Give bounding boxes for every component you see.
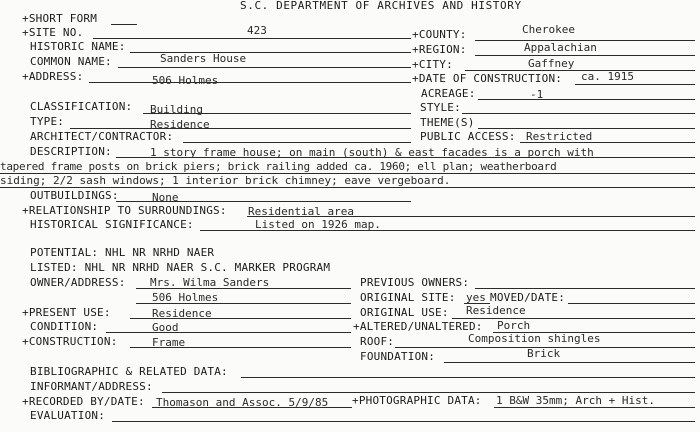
outbuildings-label: OUTBUILDINGS: [30,189,119,202]
photographic-value: 1 B&W 35mm; Arch + Hist. [496,394,655,407]
listed-row: LISTED: NHL NR NRHD NAER S.C. MARKER PROGRAM [30,261,331,274]
foundation-line [444,362,695,363]
moved-date-line [568,303,695,304]
city-line [465,70,695,71]
bibliographic-label: BIBLIOGRAPHIC & RELATED DATA: [30,365,228,378]
roof-value: Composition shingles [468,332,601,345]
original-use-value: Residence [466,304,526,317]
site-no-value: 423 [247,24,267,37]
construction-label: +CONSTRUCTION: [22,335,118,348]
short-form-line [111,24,137,25]
altered-label: +ALTERED/UNALTERED: [353,320,483,333]
address-value: 506 Holmes [152,74,219,87]
date-construction-line [575,84,695,85]
date-construction-label: +DATE OF CONSTRUCTION: [412,72,563,85]
site-no-label: +SITE NO. [22,26,84,39]
region-value: Appalachian [524,41,597,54]
form-header: S.C. DEPARTMENT OF ARCHIVES AND HISTORY [240,0,522,12]
site-no-line [93,38,411,39]
classification-label: CLASSIFICATION: [30,100,133,113]
public-access-value: Restricted [526,130,593,143]
historical-significance-value: Listed on 1926 map. [255,218,381,231]
acreage-line [478,99,695,100]
recorded-by-label: +RECORDED BY/DATE: [22,395,145,408]
original-site-value: yes [466,291,486,304]
county-value: Cherokee [522,23,575,36]
short-form-label: +SHORT FORM [22,12,98,25]
owner-value-1: Mrs. Wilma Sanders [150,276,270,289]
common-name-line [118,67,411,68]
bibliographic-line [241,377,695,378]
previous-owners-label: PREVIOUS OWNERS: [360,276,470,289]
architect-line [183,142,411,143]
acreage-value: -1 [530,88,544,101]
style-line [462,113,695,114]
description-label: DESCRIPTION: [30,145,112,158]
public-access-label: PUBLIC ACCESS: [420,130,516,143]
description-value-1: 1 story frame house; on main (south) & east facades is a porch with [150,146,594,159]
photographic-line [494,407,695,408]
relationship-label: +RELATIONSHIP TO SURROUNDINGS: [22,204,227,217]
description-line-3 [0,187,695,188]
theme-label: THEME(S) [420,116,475,129]
date-construction-value: ca. 1915 [581,70,634,83]
condition-label: CONDITION: [30,320,99,333]
altered-value: Porch [497,319,531,332]
foundation-value: Brick [527,347,561,360]
address-line [89,82,411,83]
owner-value-2: 506 Holmes [152,291,219,304]
present-use-label: +PRESENT USE: [22,306,111,319]
historical-significance-label: HISTORICAL SIGNIFICANCE: [30,218,194,231]
owner-address-label: OWNER/ADDRESS: [30,276,126,289]
relationship-value: Residential area [248,205,354,218]
historic-name-label: HISTORIC NAME: [30,40,126,53]
address-label: +ADDRESS: [22,70,84,83]
condition-line [106,332,351,333]
city-value: Gaffney [528,57,575,70]
region-label: +REGION: [412,43,467,56]
foundation-label: FOUNDATION: [360,350,436,363]
common-name-value: Sanders House [160,52,247,65]
original-use-line [452,318,695,319]
classification-value: Building [150,103,203,116]
city-label: +CITY: [412,58,453,71]
acreage-label: ACREAGE: [421,87,476,100]
county-label: +COUNTY: [412,28,467,41]
description-value-3: siding; 2/2 sash windows; 1 interior brick chimney; eave vergeboard. [0,174,451,187]
description-value-2: tapered frame posts on brick piers; brick railing added ca. 1960; ell plan; weatherboard [0,160,557,173]
condition-value: Good [152,321,179,334]
original-site-label: ORIGINAL SITE: [360,291,456,304]
informant-line [162,392,695,393]
present-use-value: Residence [152,307,212,320]
evaluation-line [112,421,695,422]
moved-date-label: MOVED/DATE: [490,291,566,304]
construction-value: Frame [152,336,186,349]
style-label: STYLE: [420,101,461,114]
type-label: TYPE: [30,115,65,128]
previous-owners-line [475,288,695,289]
type-value: Residence [150,118,210,131]
roof-label: ROOF: [360,335,395,348]
common-name-label: COMMON NAME: [30,55,112,68]
informant-label: INFORMANT/ADDRESS: [30,380,153,393]
evaluation-label: EVALUATION: [30,409,106,422]
recorded-by-value: Thomason and Assoc. 5/9/85 [156,396,329,409]
region-line [475,55,695,56]
architect-label: ARCHITECT/CONTRACTOR: [30,130,174,143]
potential-row: POTENTIAL: NHL NR NRHD NAER [30,246,215,259]
original-use-label: ORIGINAL USE: [360,306,449,319]
theme-line [478,128,695,129]
outbuildings-value: None [152,191,179,204]
type-line [70,128,411,129]
photographic-label: +PHOTOGRAPHIC DATA: [352,394,482,407]
